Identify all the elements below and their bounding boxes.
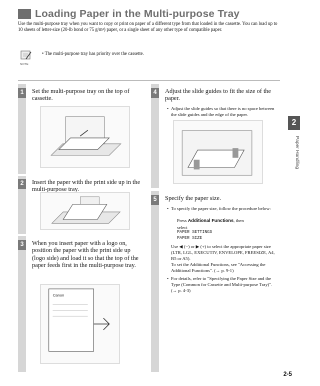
step-2-number: 2 <box>18 179 26 189</box>
chapter-label: Paper Handling <box>294 136 299 170</box>
step-5-bullet-1: • To specify the paper size, follow the procedure below: <box>167 206 271 211</box>
select-instruction: select <box>177 225 188 230</box>
chapter-tab: 2 <box>288 116 300 130</box>
set-additional-note: To set the Additional Functions, see "Accessing the Additional Functions". (→ p. 9-1) <box>171 262 266 273</box>
note-text: • The multi-purpose tray has priority over the cassette. <box>42 52 144 57</box>
menu-paper-settings: PAPER SETTINGS <box>177 231 213 235</box>
step-4-number: 4 <box>151 88 159 98</box>
logo-paper-illustration <box>40 284 120 364</box>
press-instruction: Press Additional Functions, then <box>177 218 244 223</box>
title-marker <box>18 9 31 19</box>
intro-paragraph: Use the multi-purpose tray when you want to copy or print on paper of a different type from that loaded in the cassette. You can load up to 10 sheets of letter-size (20-lb bond or 75 g/m²) paper, or a single sheet of any other type of compatible paper. <box>18 22 278 34</box>
step-4-bar <box>151 84 159 188</box>
use-arrows-instruction: Use ◀ (−) or ▶ (+) to select the appropriate paper size (LTR, LGL, EXECUTIV, ENVELOPE, FREESIZE, A4, B5 or A5). <box>171 244 275 261</box>
step-4-text: Adjust the slide guides to fit the size of the paper. <box>165 88 272 103</box>
tray-illustration-2 <box>40 192 130 230</box>
right-column <box>151 84 278 372</box>
page-title: Loading Paper in the Multi-purpose Tray <box>35 8 240 20</box>
tray-illustration-1 <box>40 106 130 168</box>
left-column <box>18 84 145 372</box>
logo-text: Canon <box>52 292 65 298</box>
section-title <box>18 8 240 20</box>
step-5-text: Specify the paper size. <box>165 195 222 202</box>
note-label: NOTE <box>20 62 29 66</box>
page-number: 2-5 <box>283 372 292 378</box>
divider <box>18 80 280 81</box>
step-5-bullet-2: • For details, refer to "Specifying the Paper Size and the Type (Common for Cassette and Multi-purpose Tray)". (→ p. 4-3) <box>167 276 273 293</box>
step-2-text: Insert the paper with the print side up in the multi-purpose tray. <box>32 179 141 194</box>
step-4-bullet: • Adjust the slide guides so that there is no space between the slide guides and the edge of the paper. <box>167 106 275 117</box>
note-block <box>18 48 280 64</box>
step-5-bar <box>151 191 159 372</box>
menu-paper-size: PAPER SIZE <box>177 237 203 241</box>
step-5-number: 5 <box>151 195 159 205</box>
step-1-text: Set the multi-purpose tray on the top of cassette. <box>32 88 130 103</box>
step-3-number: 3 <box>18 240 26 250</box>
slide-guide-illustration <box>173 120 263 184</box>
step-1-number: 1 <box>18 88 26 98</box>
additional-functions-key: Additional Functions <box>187 218 234 223</box>
step-3-bar <box>18 236 26 372</box>
step-3-text: When you insert paper with a logo on, position the paper with the print side up (logo side) and load it so that the top of the paper feeds first in the multi-purpose tray. <box>32 240 139 270</box>
note-pencil-icon <box>20 50 32 62</box>
